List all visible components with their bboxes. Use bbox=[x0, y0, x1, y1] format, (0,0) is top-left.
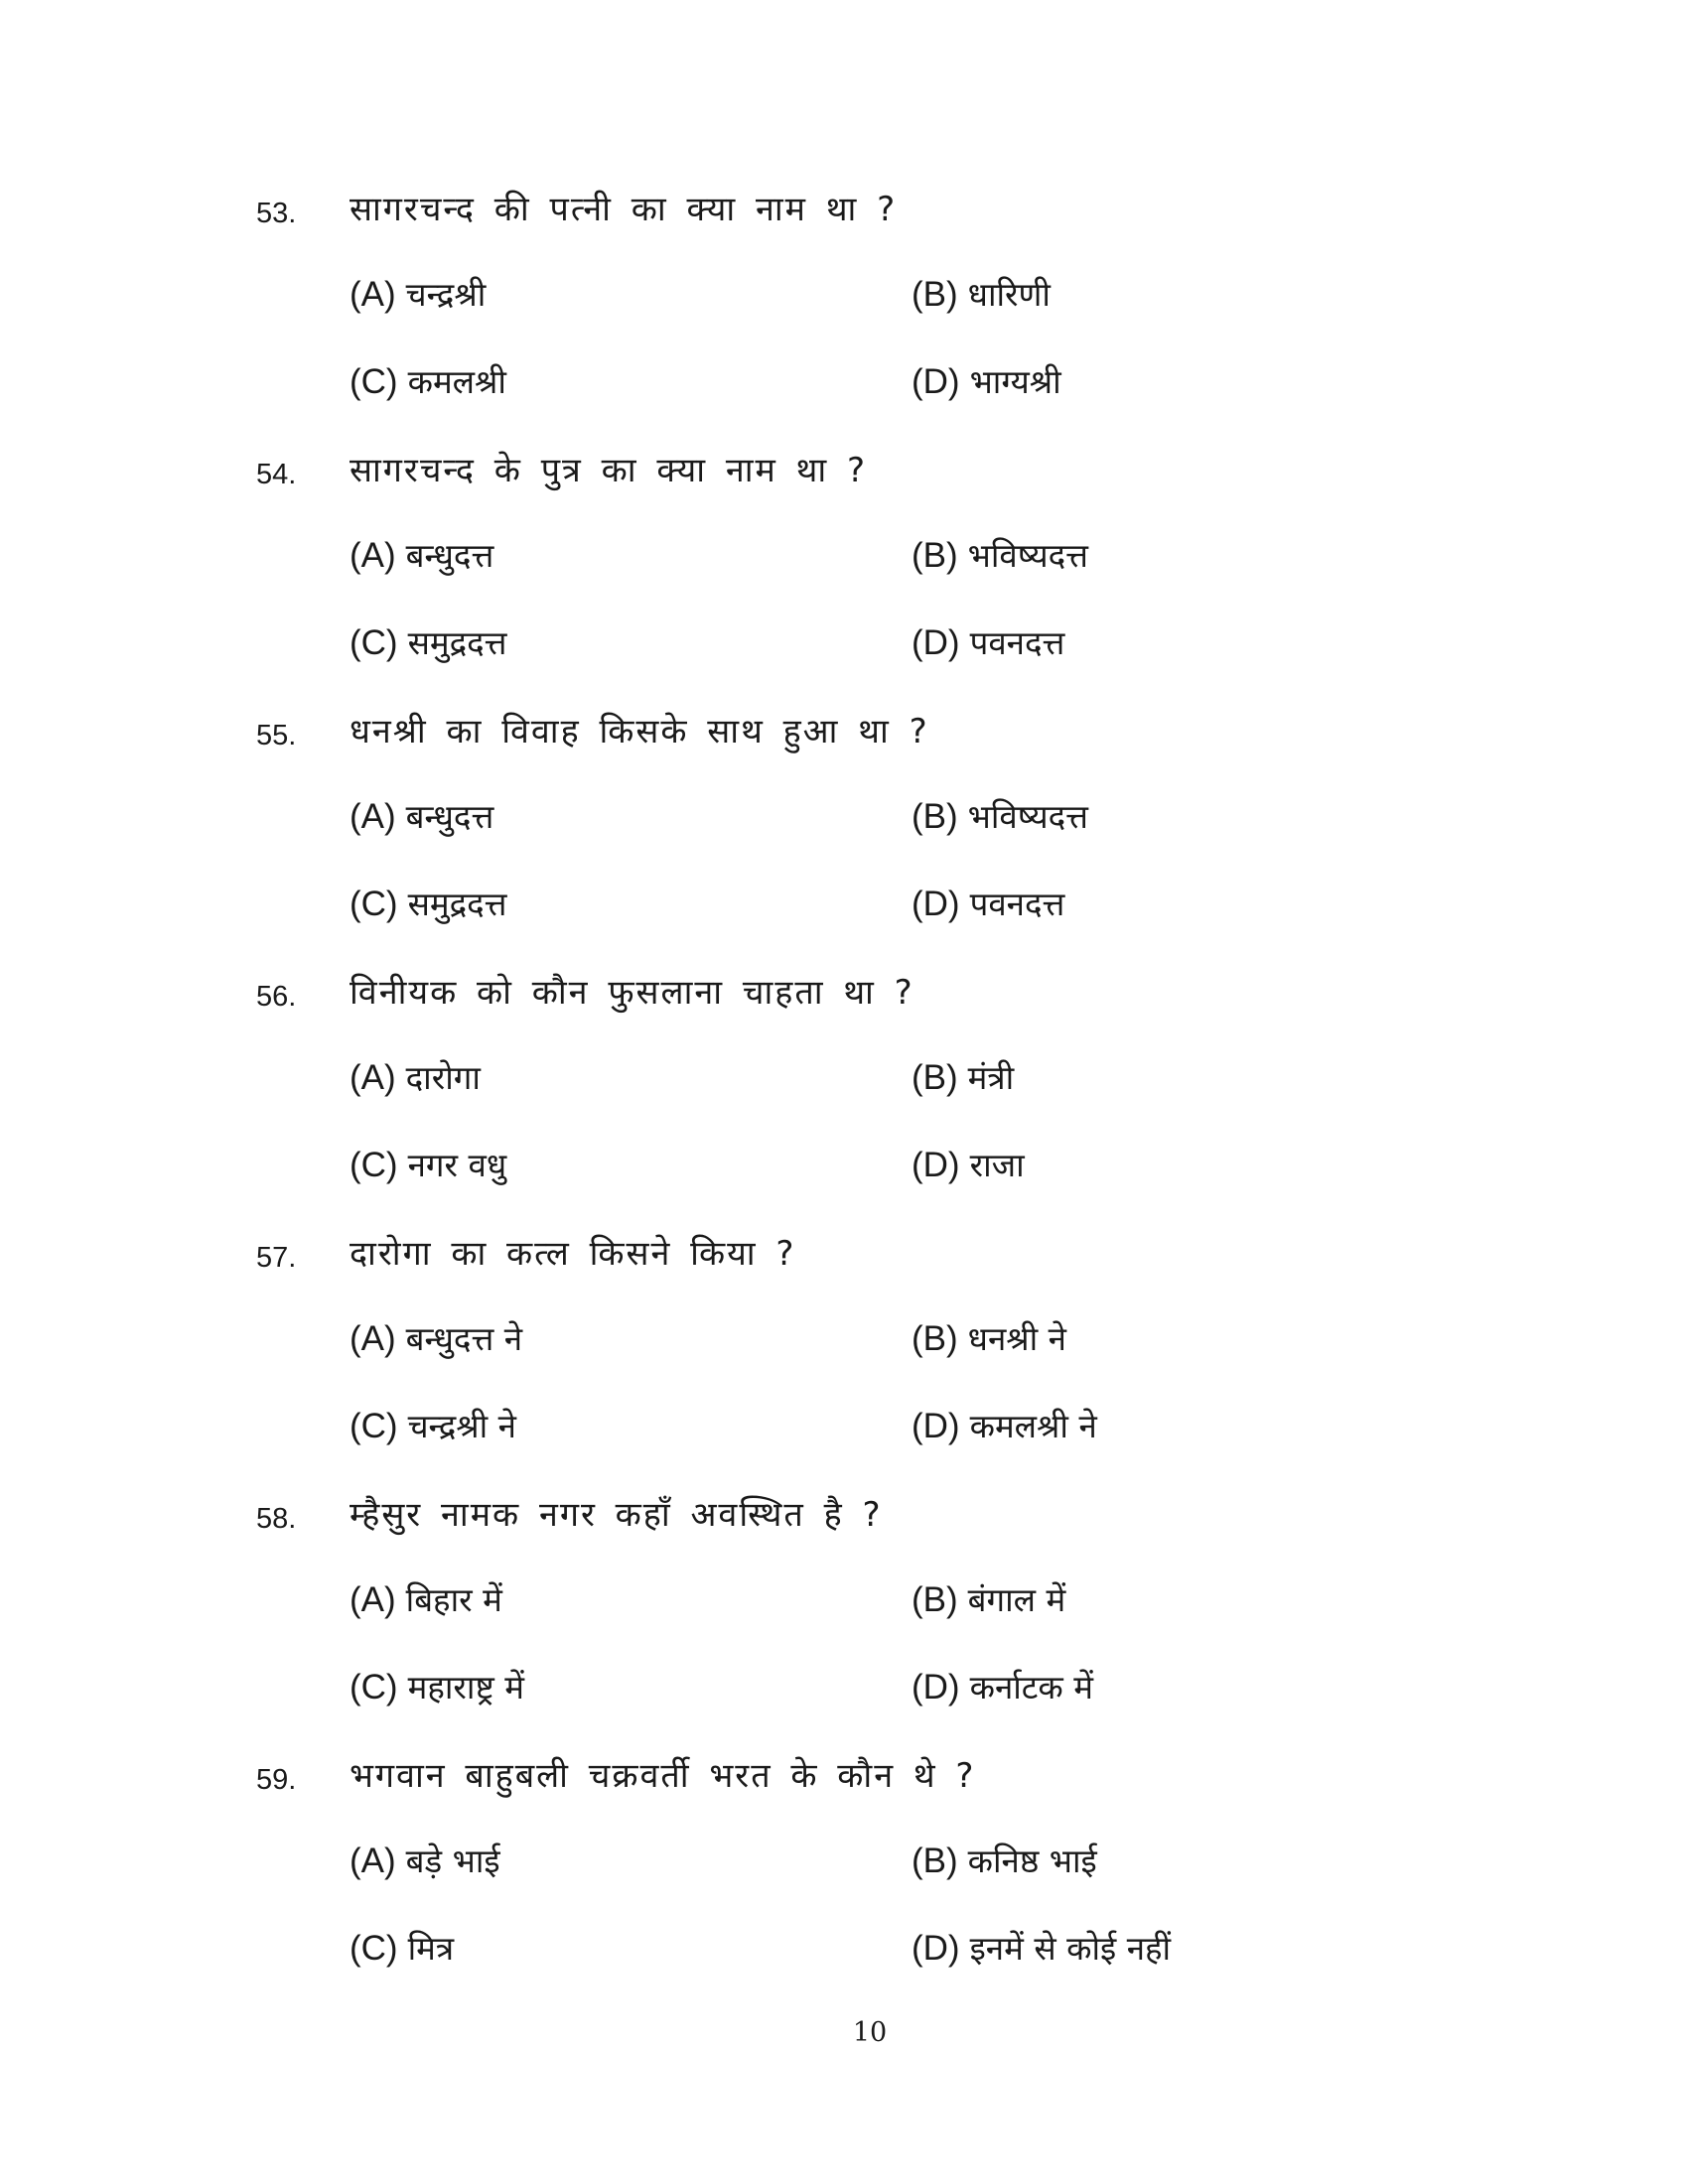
answer-option bbox=[350, 619, 507, 667]
option-text: कमलश्री bbox=[407, 362, 506, 401]
answer-option bbox=[350, 532, 493, 580]
option-text: भविष्यदत्त bbox=[967, 797, 1088, 836]
option-letter: (B) bbox=[912, 1319, 958, 1358]
question-text: भगवान बाहुबली चक्रवर्ती भरत के कौन थे ? bbox=[350, 1756, 976, 1796]
option-text: दारोगा bbox=[405, 1058, 481, 1097]
question-block bbox=[0, 445, 1688, 703]
page-number: 10 bbox=[852, 2017, 888, 2048]
option-text: कमलश्री ने bbox=[969, 1407, 1097, 1445]
question-text: सागरचन्द के पुत्र का क्या नाम था ? bbox=[350, 451, 868, 490]
answer-option bbox=[350, 881, 507, 928]
answer-option bbox=[350, 1664, 524, 1711]
question-text: दारोगा का कत्ल किसने किया ? bbox=[350, 1234, 796, 1274]
question-number: 59. bbox=[256, 1764, 297, 1796]
question-number: 56. bbox=[256, 981, 297, 1013]
answer-option bbox=[912, 1315, 1066, 1363]
option-letter: (B) bbox=[912, 536, 958, 575]
answer-option bbox=[912, 1576, 1065, 1624]
answer-option bbox=[912, 1142, 1025, 1189]
option-letter: (D) bbox=[912, 1146, 960, 1184]
option-text: कर्नाटक में bbox=[969, 1668, 1093, 1706]
answer-option bbox=[912, 271, 1051, 319]
question-block bbox=[0, 184, 1688, 442]
answer-option bbox=[350, 1315, 522, 1363]
option-text: समुद्रदत्त bbox=[407, 885, 507, 923]
option-text: कनिष्ठ भाई bbox=[967, 1842, 1097, 1880]
option-text: बड़े भाई bbox=[405, 1842, 500, 1880]
question-text: विनीयक को कौन फुसलाना चाहता था ? bbox=[350, 973, 914, 1013]
option-letter: (C) bbox=[350, 885, 398, 923]
answer-option bbox=[912, 1054, 1014, 1102]
option-letter: (D) bbox=[912, 1668, 960, 1706]
option-letter: (C) bbox=[350, 1668, 398, 1706]
option-text: बिहार में bbox=[405, 1580, 502, 1619]
answer-option bbox=[350, 1054, 481, 1102]
answer-option bbox=[350, 1142, 506, 1189]
option-text: बंगाल में bbox=[967, 1580, 1066, 1619]
answer-option bbox=[912, 358, 1061, 406]
option-text: धनश्री ने bbox=[967, 1319, 1066, 1358]
option-letter: (C) bbox=[350, 623, 398, 662]
option-letter: (A) bbox=[350, 797, 396, 836]
option-letter: (D) bbox=[912, 623, 960, 662]
answer-option bbox=[350, 793, 493, 841]
answer-option bbox=[350, 1838, 500, 1885]
option-text: नगर वधु bbox=[407, 1146, 507, 1184]
option-letter: (B) bbox=[912, 1842, 958, 1880]
option-letter: (D) bbox=[912, 1929, 960, 1968]
option-letter: (D) bbox=[912, 885, 960, 923]
option-text: भविष्यदत्त bbox=[967, 536, 1088, 575]
option-letter: (A) bbox=[350, 275, 396, 314]
option-letter: (B) bbox=[912, 797, 958, 836]
question-block bbox=[0, 1489, 1688, 1747]
answer-option bbox=[350, 1576, 502, 1624]
option-letter: (C) bbox=[350, 1146, 398, 1184]
option-text: महाराष्ट्र में bbox=[407, 1668, 524, 1706]
option-text: बन्धुदत्त bbox=[405, 797, 494, 836]
option-letter: (B) bbox=[912, 1580, 958, 1619]
question-text: सागरचन्द की पत्नी का क्या नाम था ? bbox=[350, 190, 898, 229]
option-letter: (C) bbox=[350, 362, 398, 401]
answer-option bbox=[912, 1925, 1171, 1973]
option-letter: (C) bbox=[350, 1407, 398, 1445]
question-number: 57. bbox=[256, 1242, 297, 1274]
option-text: बन्धुदत्त bbox=[405, 536, 494, 575]
option-letter: (D) bbox=[912, 362, 960, 401]
option-letter: (B) bbox=[912, 1058, 958, 1097]
answer-option bbox=[912, 793, 1088, 841]
answer-option bbox=[912, 881, 1064, 928]
option-text: भाग्यश्री bbox=[969, 362, 1061, 401]
option-text: मंत्री bbox=[967, 1058, 1015, 1097]
option-text: मित्र bbox=[407, 1929, 455, 1968]
option-letter: (A) bbox=[350, 1842, 396, 1880]
option-letter: (A) bbox=[350, 1580, 396, 1619]
question-number: 53. bbox=[256, 198, 297, 229]
option-letter: (A) bbox=[350, 1058, 396, 1097]
option-text: चन्द्रश्री bbox=[405, 275, 487, 314]
question-block bbox=[0, 1228, 1688, 1486]
question-block bbox=[0, 1750, 1688, 2008]
question-number: 55. bbox=[256, 720, 297, 751]
option-letter: (C) bbox=[350, 1929, 398, 1968]
option-letter: (A) bbox=[350, 1319, 396, 1358]
question-number: 54. bbox=[256, 459, 297, 490]
answer-option bbox=[912, 532, 1088, 580]
option-text: चन्द्रश्री ने bbox=[407, 1407, 516, 1445]
answer-option bbox=[350, 271, 486, 319]
option-text: बन्धुदत्त ने bbox=[405, 1319, 523, 1358]
question-block bbox=[0, 706, 1688, 964]
option-text: इनमें से कोई नहीं bbox=[969, 1929, 1172, 1968]
option-text: पवनदत्त bbox=[969, 623, 1065, 662]
option-text: समुद्रदत्त bbox=[407, 623, 507, 662]
question-block bbox=[0, 967, 1688, 1225]
question-text: धनश्री का विवाह किसके साथ हुआ था ? bbox=[350, 712, 929, 751]
answer-option bbox=[912, 619, 1064, 667]
answer-option bbox=[912, 1838, 1097, 1885]
answer-option bbox=[912, 1664, 1093, 1711]
option-text: पवनदत्त bbox=[969, 885, 1065, 923]
answer-option bbox=[350, 358, 506, 406]
option-letter: (A) bbox=[350, 536, 396, 575]
option-text: धारिणी bbox=[967, 275, 1051, 314]
question-number: 58. bbox=[256, 1503, 297, 1535]
answer-option bbox=[912, 1403, 1097, 1450]
option-letter: (D) bbox=[912, 1407, 960, 1445]
question-text: म्हैसुर नामक नगर कहाँ अवस्थित है ? bbox=[350, 1495, 883, 1535]
answer-option bbox=[350, 1403, 516, 1450]
option-letter: (B) bbox=[912, 275, 958, 314]
answer-option bbox=[350, 1925, 454, 1973]
option-text: राजा bbox=[969, 1146, 1025, 1184]
